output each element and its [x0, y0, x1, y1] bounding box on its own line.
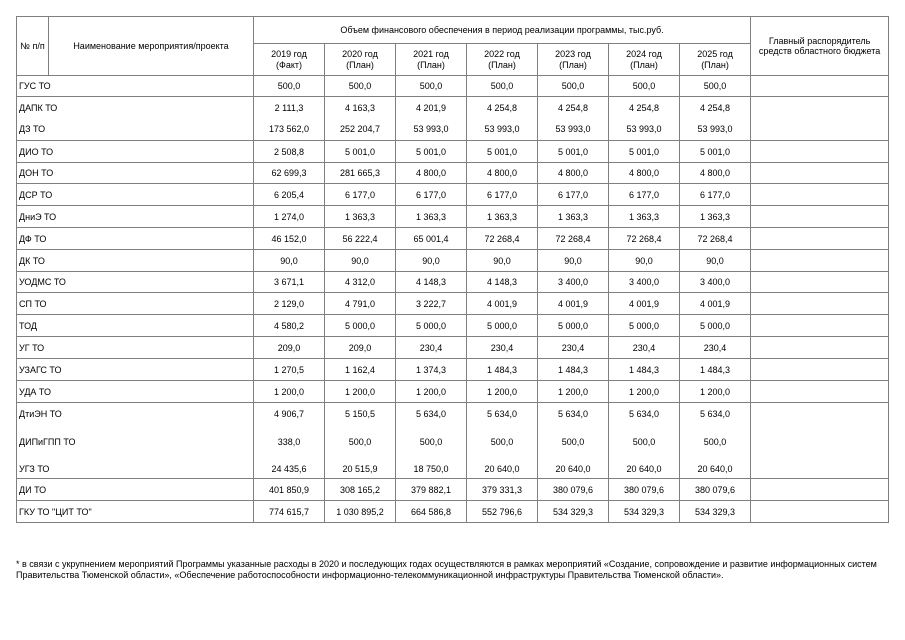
header-year-label: 2024 год [626, 48, 662, 59]
cell-value: 4 254,8 [680, 97, 751, 119]
table-row [17, 403, 889, 425]
cell-value: 552 796,6 [467, 501, 538, 523]
header-number: № п/п [17, 17, 49, 76]
row-name: УГ ТО [17, 337, 254, 359]
cell-value: 5 001,0 [680, 141, 751, 163]
table-row [17, 501, 889, 523]
cell-value: 1 363,3 [467, 206, 538, 228]
cell-value: 53 993,0 [680, 119, 751, 141]
cell-value: 3 400,0 [680, 272, 751, 293]
header-year-label: 2022 год [484, 48, 520, 59]
cell-value: 3 222,7 [396, 293, 467, 315]
cell-value: 90,0 [467, 250, 538, 272]
cell-value: 5 000,0 [396, 315, 467, 337]
cell-value: 1 484,3 [538, 359, 609, 381]
table-row [17, 315, 889, 337]
cell-manager [751, 293, 889, 315]
header-year-label: 2025 год [697, 48, 733, 59]
header-year-6 [609, 44, 680, 76]
cell-value: 379 331,3 [467, 479, 538, 501]
cell-value: 5 001,0 [538, 141, 609, 163]
header-year-label: 2019 год [271, 48, 307, 59]
cell-value: 500,0 [254, 76, 325, 97]
cell-value: 90,0 [396, 250, 467, 272]
cell-value: 534 329,3 [609, 501, 680, 523]
cell-value: 500,0 [325, 76, 396, 97]
cell-value: 534 329,3 [538, 501, 609, 523]
cell-value: 90,0 [680, 250, 751, 272]
cell-manager [751, 163, 889, 184]
cell-value: 1 484,3 [467, 359, 538, 381]
cell-value: 53 993,0 [609, 119, 680, 141]
row-name: УДА ТО [17, 381, 254, 403]
cell-value: 1 484,3 [680, 359, 751, 381]
cell-value: 500,0 [325, 425, 396, 460]
cell-value: 46 152,0 [254, 228, 325, 250]
table-row [17, 163, 889, 184]
cell-value: 4 800,0 [538, 163, 609, 184]
row-name: ДИО ТО [17, 141, 254, 163]
cell-value: 401 850,9 [254, 479, 325, 501]
cell-value: 1 484,3 [609, 359, 680, 381]
cell-manager [751, 501, 889, 523]
cell-value: 1 363,3 [325, 206, 396, 228]
cell-value: 90,0 [609, 250, 680, 272]
cell-value: 20 640,0 [538, 460, 609, 479]
cell-manager [751, 460, 889, 479]
header-year-type: (План) [417, 59, 445, 70]
cell-value: 2 129,0 [254, 293, 325, 315]
cell-value: 5 000,0 [538, 315, 609, 337]
cell-value: 5 000,0 [680, 315, 751, 337]
cell-value: 209,0 [254, 337, 325, 359]
table-row [17, 228, 889, 250]
cell-value: 380 079,6 [680, 479, 751, 501]
cell-value: 774 615,7 [254, 501, 325, 523]
cell-value: 230,4 [538, 337, 609, 359]
row-name: ДниЭ ТО [17, 206, 254, 228]
table-row [17, 141, 889, 163]
cell-value: 308 165,2 [325, 479, 396, 501]
cell-value: 500,0 [467, 425, 538, 460]
cell-value: 230,4 [609, 337, 680, 359]
cell-value: 230,4 [467, 337, 538, 359]
cell-value: 3 400,0 [609, 272, 680, 293]
cell-value: 209,0 [325, 337, 396, 359]
cell-value: 2 508,8 [254, 141, 325, 163]
header-year-label: 2023 год [555, 48, 591, 59]
cell-value: 5 001,0 [325, 141, 396, 163]
cell-manager [751, 359, 889, 381]
cell-value: 5 000,0 [609, 315, 680, 337]
table-row [17, 337, 889, 359]
table-row [17, 119, 889, 141]
cell-value: 90,0 [325, 250, 396, 272]
cell-value: 20 515,9 [325, 460, 396, 479]
cell-value: 1 363,3 [680, 206, 751, 228]
row-name: ДИПиГПП ТО [17, 425, 254, 460]
cell-value: 500,0 [680, 425, 751, 460]
header-year-type: (План) [559, 59, 587, 70]
table-row [17, 425, 889, 460]
cell-value: 4 791,0 [325, 293, 396, 315]
cell-value: 534 329,3 [680, 501, 751, 523]
cell-value: 18 750,0 [396, 460, 467, 479]
cell-value: 56 222,4 [325, 228, 396, 250]
header-year-type: (План) [346, 59, 374, 70]
cell-value: 24 435,6 [254, 460, 325, 479]
cell-value: 4 254,8 [609, 97, 680, 119]
cell-value: 1 363,3 [538, 206, 609, 228]
header-funding: Объем финансового обеспечения в период реализации программы, тыс.руб. [254, 17, 751, 44]
cell-value: 4 800,0 [609, 163, 680, 184]
header-year-type: (План) [701, 59, 729, 70]
cell-value: 6 177,0 [325, 184, 396, 206]
cell-value: 1 200,0 [325, 381, 396, 403]
cell-manager [751, 97, 889, 119]
row-name: ГУС ТО [17, 76, 254, 97]
cell-manager [751, 403, 889, 425]
cell-value: 5 001,0 [396, 141, 467, 163]
table-row [17, 293, 889, 315]
header-name: Наименование мероприятия/проекта [49, 17, 254, 76]
cell-value: 252 204,7 [325, 119, 396, 141]
cell-value: 379 882,1 [396, 479, 467, 501]
cell-value: 1 200,0 [680, 381, 751, 403]
cell-value: 281 665,3 [325, 163, 396, 184]
table-row [17, 479, 889, 501]
cell-value: 5 634,0 [396, 403, 467, 425]
cell-value: 1 030 895,2 [325, 501, 396, 523]
row-name: ДЗ ТО [17, 119, 254, 141]
cell-value: 4 001,9 [538, 293, 609, 315]
cell-value: 3 400,0 [538, 272, 609, 293]
row-name: ТОД [17, 315, 254, 337]
cell-value: 230,4 [396, 337, 467, 359]
cell-value: 173 562,0 [254, 119, 325, 141]
row-name: ДАПК ТО [17, 97, 254, 119]
header-year-type: (Факт) [275, 59, 302, 70]
cell-manager [751, 425, 889, 460]
table-row [17, 250, 889, 272]
row-name: ДСР ТО [17, 184, 254, 206]
row-name: ДтиЭН ТО [17, 403, 254, 425]
cell-value: 4 800,0 [680, 163, 751, 184]
cell-value: 500,0 [538, 425, 609, 460]
cell-value: 53 993,0 [538, 119, 609, 141]
cell-value: 5 001,0 [609, 141, 680, 163]
header-year-7 [680, 44, 751, 76]
header-year-label: 2021 год [413, 48, 449, 59]
cell-value: 72 268,4 [467, 228, 538, 250]
table-row [17, 381, 889, 403]
cell-manager [751, 337, 889, 359]
cell-value: 53 993,0 [467, 119, 538, 141]
table-row [17, 76, 889, 97]
cell-value: 380 079,6 [609, 479, 680, 501]
cell-manager [751, 228, 889, 250]
row-name: ДИ ТО [17, 479, 254, 501]
header-year-2 [325, 44, 396, 76]
cell-value: 5 000,0 [325, 315, 396, 337]
cell-value: 4 001,9 [467, 293, 538, 315]
cell-value: 1 200,0 [396, 381, 467, 403]
cell-manager [751, 250, 889, 272]
cell-value: 62 699,3 [254, 163, 325, 184]
cell-value: 6 177,0 [396, 184, 467, 206]
cell-value: 53 993,0 [396, 119, 467, 141]
cell-value: 5 150,5 [325, 403, 396, 425]
cell-value: 500,0 [467, 76, 538, 97]
cell-value: 1 200,0 [254, 381, 325, 403]
cell-value: 2 111,3 [254, 97, 325, 119]
row-name: УЗАГС ТО [17, 359, 254, 381]
cell-value: 5 001,0 [467, 141, 538, 163]
table-row [17, 359, 889, 381]
cell-value: 90,0 [254, 250, 325, 272]
footnote: * в связи с укрупнением мероприятий Программы указанные расходы в 2020 и последующих годах осуществляются в рамках мероприятий «Создание, сопровождение и развитие информационных систем Правительства Тюменской области», «Обеспечение работоспособности информационно-телекоммуникационной инфраструктуры Правительства Тюменской области». [16, 559, 877, 580]
cell-value: 1 200,0 [609, 381, 680, 403]
table-row [17, 184, 889, 206]
cell-value: 6 177,0 [467, 184, 538, 206]
cell-value: 1 200,0 [538, 381, 609, 403]
cell-value: 5 634,0 [609, 403, 680, 425]
cell-manager [751, 141, 889, 163]
cell-value: 338,0 [254, 425, 325, 460]
header-year-4 [467, 44, 538, 76]
cell-value: 500,0 [609, 425, 680, 460]
cell-value: 90,0 [538, 250, 609, 272]
cell-value: 5 000,0 [467, 315, 538, 337]
row-name: ДФ ТО [17, 228, 254, 250]
table-row [17, 460, 889, 479]
cell-value: 72 268,4 [680, 228, 751, 250]
cell-value: 5 634,0 [538, 403, 609, 425]
header-year-5 [538, 44, 609, 76]
cell-value: 72 268,4 [609, 228, 680, 250]
cell-value: 380 079,6 [538, 479, 609, 501]
header-year-type: (План) [488, 59, 516, 70]
cell-value: 4 148,3 [467, 272, 538, 293]
cell-value: 5 634,0 [467, 403, 538, 425]
cell-manager [751, 479, 889, 501]
cell-value: 4 580,2 [254, 315, 325, 337]
cell-value: 4 254,8 [467, 97, 538, 119]
cell-manager [751, 315, 889, 337]
budget-table [16, 16, 889, 523]
cell-value: 72 268,4 [538, 228, 609, 250]
cell-value: 1 270,5 [254, 359, 325, 381]
header-year-label: 2020 год [342, 48, 378, 59]
cell-value: 3 671,1 [254, 272, 325, 293]
cell-value: 500,0 [609, 76, 680, 97]
cell-value: 65 001,4 [396, 228, 467, 250]
header-year-3 [396, 44, 467, 76]
cell-value: 6 205,4 [254, 184, 325, 206]
cell-value: 4 800,0 [396, 163, 467, 184]
cell-manager [751, 381, 889, 403]
cell-value: 4 163,3 [325, 97, 396, 119]
row-name: ДОН ТО [17, 163, 254, 184]
row-name: СП ТО [17, 293, 254, 315]
cell-value: 1 200,0 [467, 381, 538, 403]
cell-manager [751, 76, 889, 97]
header-manager: Главный распорядитель средств областного бюджета [751, 17, 889, 76]
cell-value: 20 640,0 [467, 460, 538, 479]
cell-manager [751, 206, 889, 228]
cell-value: 4 254,8 [538, 97, 609, 119]
table-row [17, 97, 889, 119]
cell-value: 6 177,0 [680, 184, 751, 206]
cell-value: 4 001,9 [609, 293, 680, 315]
cell-manager [751, 184, 889, 206]
cell-value: 6 177,0 [609, 184, 680, 206]
cell-value: 20 640,0 [680, 460, 751, 479]
cell-value: 664 586,8 [396, 501, 467, 523]
cell-value: 230,4 [680, 337, 751, 359]
header-year-1 [254, 44, 325, 76]
cell-value: 4 148,3 [396, 272, 467, 293]
cell-value: 5 634,0 [680, 403, 751, 425]
header-year-type: (План) [630, 59, 658, 70]
row-name: ГКУ ТО "ЦИТ ТО" [17, 501, 254, 523]
cell-value: 1 363,3 [609, 206, 680, 228]
cell-manager [751, 272, 889, 293]
cell-value: 500,0 [396, 425, 467, 460]
cell-value: 20 640,0 [609, 460, 680, 479]
cell-value: 1 162,4 [325, 359, 396, 381]
cell-value: 4 201,9 [396, 97, 467, 119]
cell-value: 500,0 [538, 76, 609, 97]
cell-value: 1 274,0 [254, 206, 325, 228]
table-row [17, 272, 889, 293]
cell-value: 1 363,3 [396, 206, 467, 228]
table-row [17, 206, 889, 228]
row-name: УГЗ ТО [17, 460, 254, 479]
cell-value: 500,0 [396, 76, 467, 97]
cell-value: 500,0 [680, 76, 751, 97]
cell-value: 4 312,0 [325, 272, 396, 293]
cell-value: 4 800,0 [467, 163, 538, 184]
cell-value: 1 374,3 [396, 359, 467, 381]
row-name: ДК ТО [17, 250, 254, 272]
cell-value: 4 906,7 [254, 403, 325, 425]
row-name: УОДМС ТО [17, 272, 254, 293]
cell-value: 4 001,9 [680, 293, 751, 315]
cell-manager [751, 119, 889, 141]
cell-value: 6 177,0 [538, 184, 609, 206]
